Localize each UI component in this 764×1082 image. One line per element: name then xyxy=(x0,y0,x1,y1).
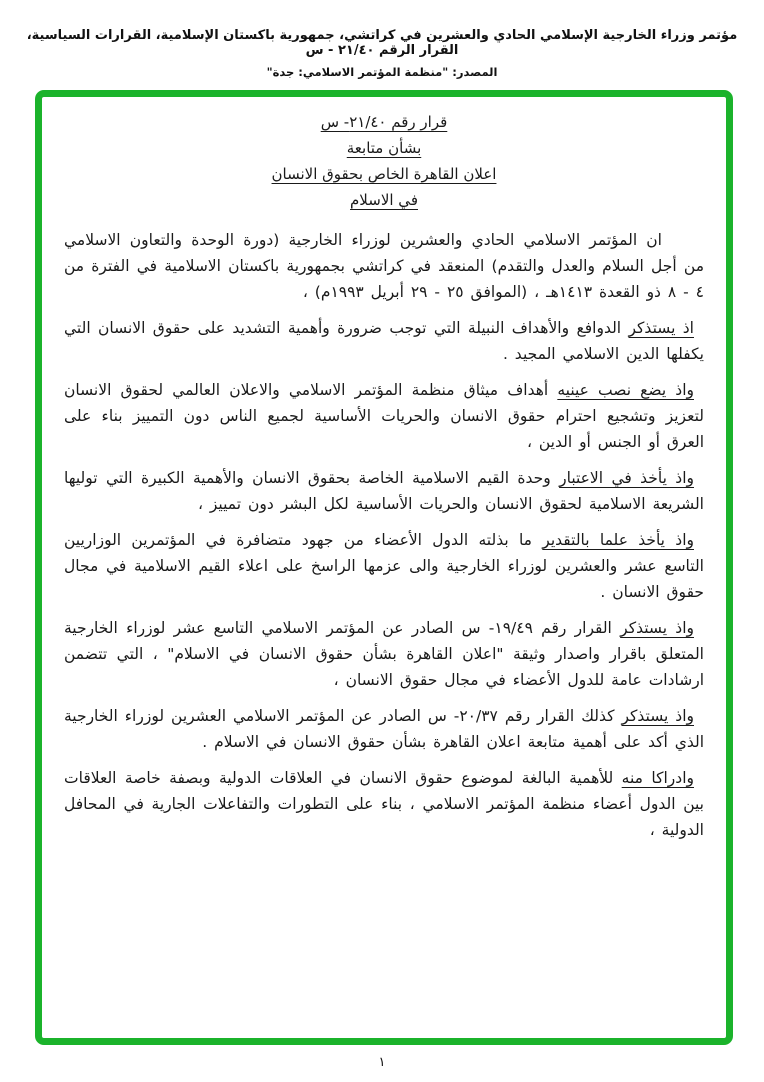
paragraph-aware-of-importance xyxy=(64,765,704,843)
paragraph-lead: واذ يضع نصب عينيه xyxy=(557,381,694,399)
paragraph-text: الدوافع والأهداف النبيلة التي توجب ضرورة وأهمية التشديد على حقوق الانسان التي يكفلها الدين الاسلامي المجيد . xyxy=(64,319,704,363)
page-number: ١ xyxy=(378,1055,386,1070)
paragraph-text: القرار رقم ١٩/٤٩- س الصادر عن المؤتمر الاسلامي التاسع عشر لوزراء الخارجية المتعلق باقرار واصدار وثيقة "اعلان القاهرة بشأن حقوق الانسان في الاسلام" ، التي تتضمن ارشادات عامة للدول الأعضاء في مجال حقوق الانسان ، xyxy=(64,619,704,689)
paragraph-text: للأهمية البالغة لموضوع حقوق الانسان في العلاقات الدولية وبصفة خاصة العلاقات بين الدول أعضاء منظمة المؤتمر الاسلامي ، بناء على التطورات والتفاعلات الجارية في المحافل الدولية ، xyxy=(64,769,704,839)
paragraph-recalling-motives xyxy=(64,315,704,367)
paragraph-text: أهداف ميثاق منظمة المؤتمر الاسلامي والاعلان العالمي لحقوق الانسان لتعزيز وتشجيع احترام حقوق الانسان والحريات الأساسية لجميع الناس دون التمييز بناء على العرق أو الجنس أو الدين ، xyxy=(64,381,704,451)
paragraph-recalling-resolution-37-20 xyxy=(64,703,704,755)
document-frame xyxy=(35,90,733,1045)
paragraph-noting-with-appreciation xyxy=(64,527,704,605)
resolution-subject-title: بشأن متابعة xyxy=(346,139,422,157)
resolution-title-block xyxy=(64,109,704,213)
resolution-declaration-title: اعلان القاهرة الخاص بحقوق الانسان xyxy=(271,165,497,183)
paragraph-lead: واذ يأخذ في الاعتبار xyxy=(559,469,694,487)
resolution-number-title: قرار رقم ٢١/٤٠- س xyxy=(320,113,448,131)
paragraph-lead: واذ يستذكر xyxy=(620,619,694,637)
paragraph-lead: اذ يستذكر xyxy=(628,319,694,337)
paragraph-lead: واذ يستذكر xyxy=(621,707,694,725)
paragraph-bearing-in-mind xyxy=(64,377,704,455)
paragraph-taking-into-account xyxy=(64,465,704,517)
paragraph-text: ما بذلته الدول الأعضاء من جهود متضافرة في المؤتمرين الوزاريين التاسع عشر والعشرين لوزراء الخارجية والى عزمها الراسخ على اعلاء القيم الاسلامية في مجال حقوق الانسان . xyxy=(64,531,704,601)
paragraph-text: ان المؤتمر الاسلامي الحادي والعشرين لوزراء الخارجية (دورة الوحدة والتعاون الاسلامي من أجل السلام والعدل والتقدم) المنعقد في كراتشي بجمهورية باكستان الاسلامية في الفترة من ٤ - ٨ ذو القعدة ١٤١٣هـ ، (الموافق ٢٥ - ٢٩ أبريل ١٩٩٣م) ، xyxy=(64,231,704,301)
paragraph-recalling-resolution-49-19 xyxy=(64,615,704,693)
header-citation: مؤتمر وزراء الخارجية الإسلامي الحادي والعشرين في كراتشي، جمهورية باكستان الإسلامية، القرارات السياسية، القرار الرقم ٢١/٤٠ - س xyxy=(26,28,738,58)
paragraph-text: وحدة القيم الاسلامية الخاصة بحقوق الانسان والأهمية الكبيرة التي توليها الشريعة الاسلامية لحقوق الانسان والحريات الأساسية لكل البشر دون تمييز ، xyxy=(64,469,704,513)
resolution-in-islam-title: في الاسلام xyxy=(350,191,418,209)
paragraph-preamble xyxy=(64,227,704,305)
paragraph-lead: وادراكا منه xyxy=(621,769,694,787)
header-source: المصدر: "منظمة المؤتمر الاسلامي: جدة" xyxy=(266,65,498,79)
paragraph-lead: واذ يأخذ علما بالتقدير xyxy=(542,531,694,549)
paragraph-text: كذلك القرار رقم ٢٠/٣٧- س الصادر عن المؤتمر الاسلامي العشرين لوزراء الخارجية الذي أكد على أهمية متابعة اعلان القاهرة بشأن حقوق الانسان في الاسلام . xyxy=(64,707,704,751)
document-header xyxy=(0,28,764,79)
